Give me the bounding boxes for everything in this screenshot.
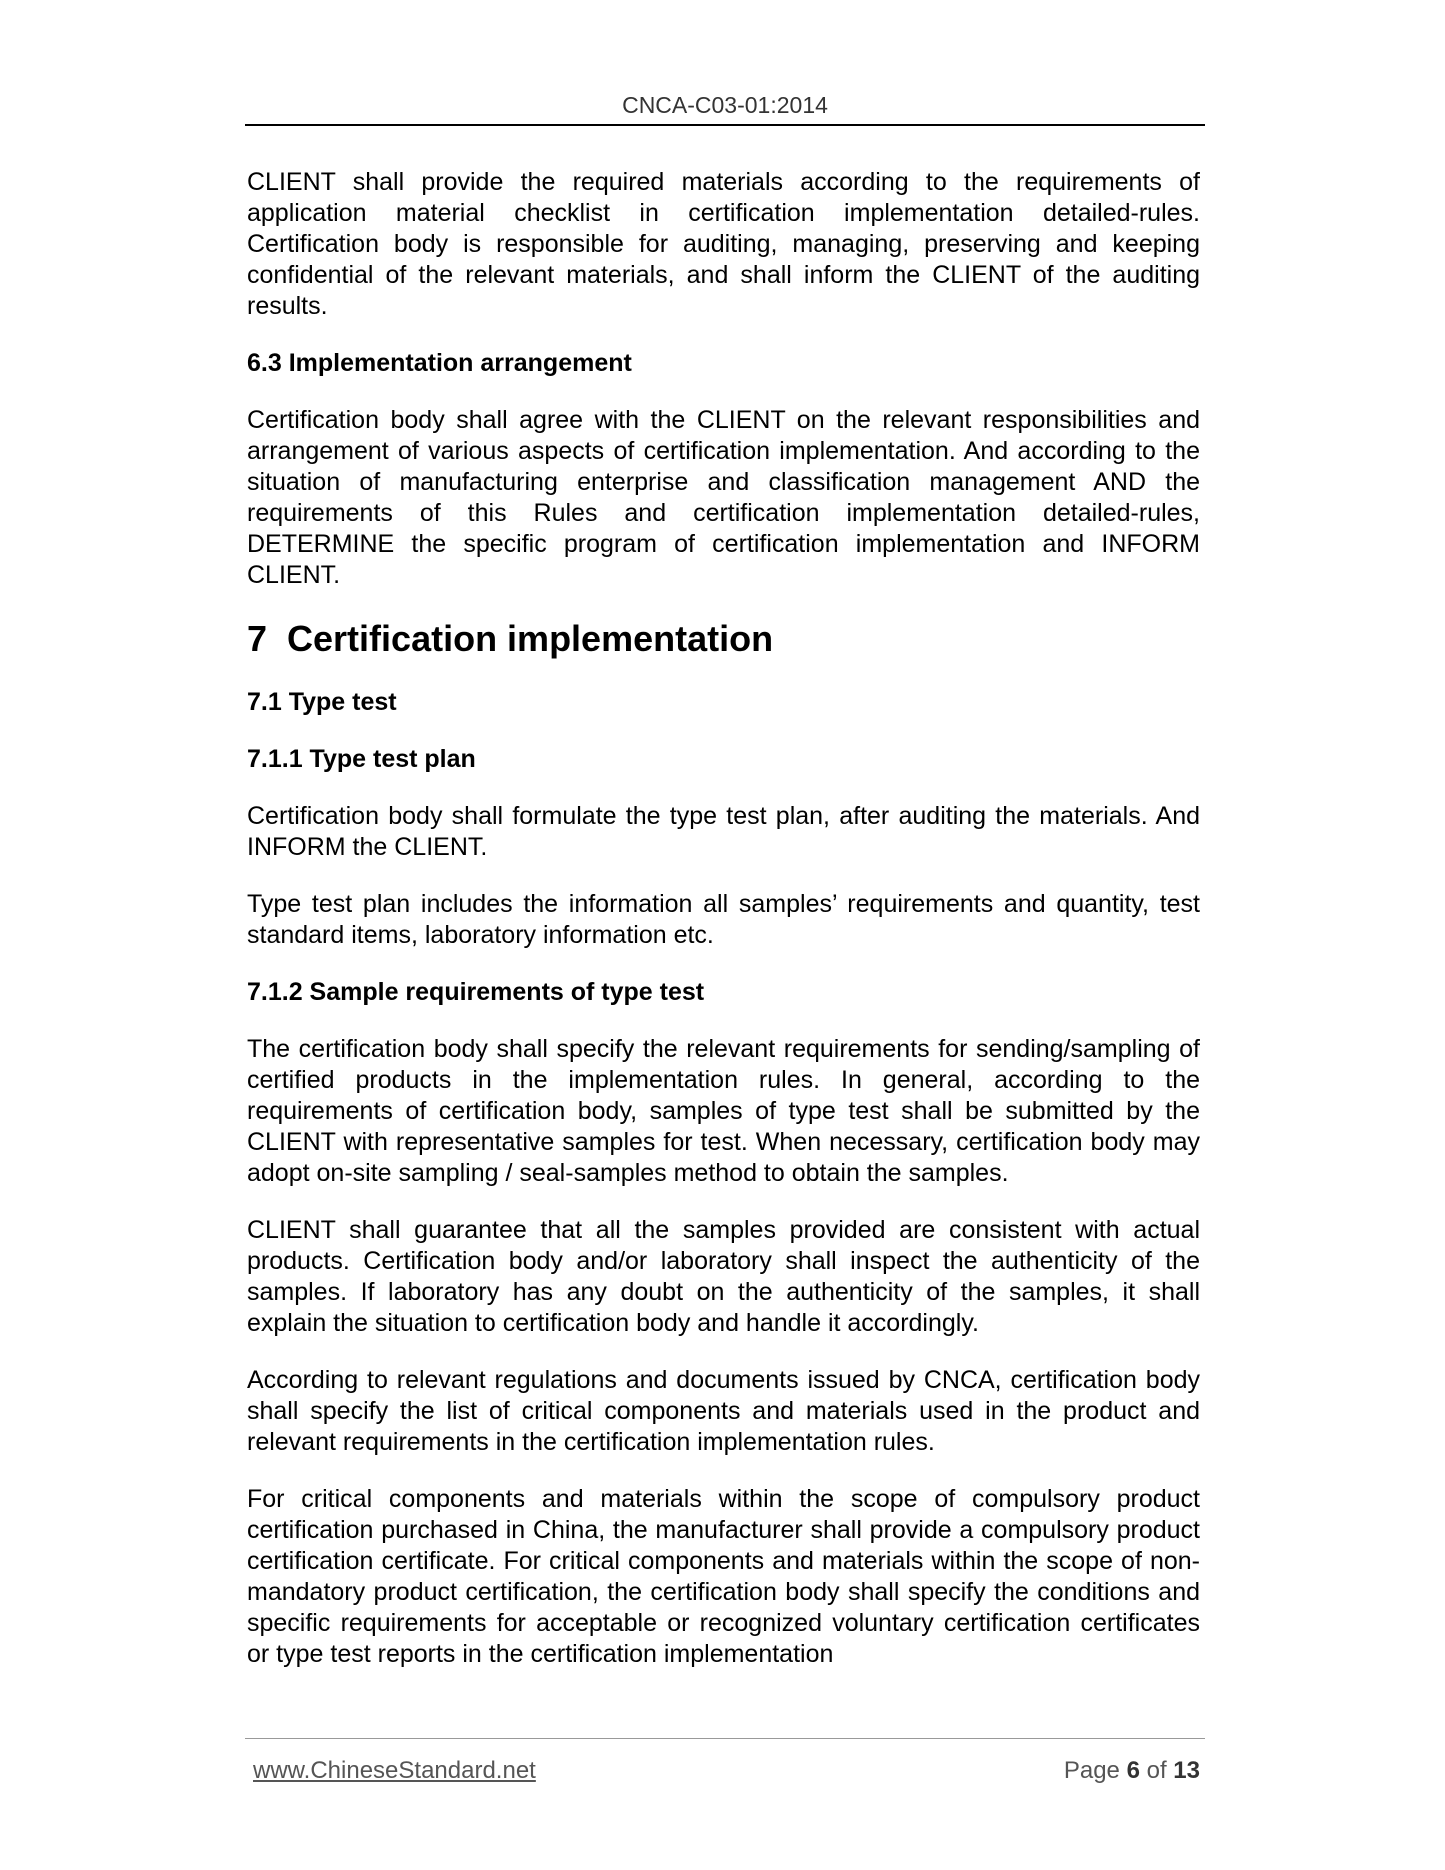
page-label: Page [1063, 1757, 1120, 1784]
website-link[interactable]: www.ChineseStandard.net [253, 1757, 536, 1784]
section-7-1-1-heading: 7.1.1 Type test plan [247, 745, 476, 773]
section-7-1-1-paragraph-2: Type test plan includes the information all samples’ requirements and quantity, test standard items, laboratory information etc. [247, 890, 1200, 949]
section-6-3-paragraph: Certification body shall agree with the CLIENT on the relevant responsibilities and arrangement of various aspects of certification implementation. And according to the situation of manufacturing enterprise and classification management AND the requirements of this Rules and certification implementation detailed-rules, DETERMINE the specific program of certification implementation and INFORM CLIENT. [247, 406, 1200, 589]
intro-paragraph: CLIENT shall provide the required materials according to the requirements of application material checklist in certification implementation detailed-rules. Certification body is responsible for auditing, managing, preserving and keeping confidential of the relevant materials, and shall inform the CLIENT of the auditing results. [247, 168, 1200, 320]
section-7-1-2-heading: 7.1.2 Sample requirements of type test [247, 978, 705, 1006]
document-code-header: CNCA-C03-01:2014 [622, 92, 828, 118]
section-7-1-2-paragraph-2: CLIENT shall guarantee that all the samples provided are consistent with actual products. Certification body and/or laboratory shall inspect the authenticity of the samples. If laboratory has any doubt on the authenticity of the samples, it shall explain the situation to certification body and handle it accordingly. [247, 1216, 1200, 1337]
section-7-heading [247, 617, 1200, 661]
section-7-number: 7 [247, 618, 268, 659]
page-total: 13 [1173, 1757, 1200, 1784]
page-number [1064, 1757, 1200, 1785]
section-7-1-2-paragraph-1: The certification body shall specify the relevant requirements for sending/sampling of certified products in the implementation rules. In general, according to the requirements of certification body, samples of type test shall be submitted by the CLIENT with representative samples for test. When necessary, certification body may adopt on-site sampling / seal-samples method to obtain the samples. [247, 1035, 1200, 1187]
section-7-1-2-paragraph-3: According to relevant regulations and documents issued by CNCA, certification body shall specify the list of critical components and materials used in the product and relevant requirements in the certification implementation rules. [247, 1366, 1200, 1456]
header-divider [245, 124, 1205, 126]
section-6-3-heading: 6.3 Implementation arrangement [247, 349, 632, 377]
page-content [247, 167, 1200, 1696]
page-current: 6 [1126, 1757, 1140, 1784]
footer-divider [245, 1738, 1205, 1739]
section-7-1-1-paragraph-1: Certification body shall formulate the type test plan, after auditing the materials. And INFORM the CLIENT. [247, 802, 1200, 861]
section-7-title: Certification implementation [287, 618, 774, 659]
page-of-label: of [1146, 1757, 1167, 1784]
section-7-1-heading: 7.1 Type test [247, 688, 397, 716]
section-7-1-2-paragraph-4: For critical components and materials within the scope of compulsory product certification purchased in China, the manufacturer shall provide a compulsory product certification certificate. For critical components and materials within the scope of non-mandatory product certification, the certification body shall specify the conditions and specific requirements for acceptable or recognized voluntary certification certificates or type test reports in the certification implementation [247, 1485, 1200, 1668]
